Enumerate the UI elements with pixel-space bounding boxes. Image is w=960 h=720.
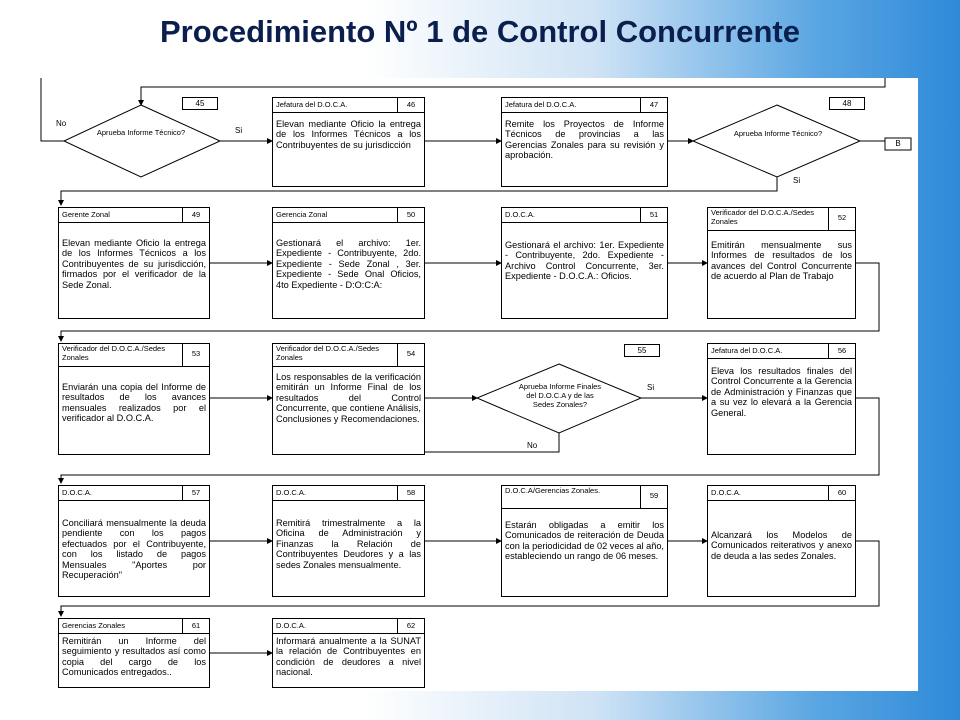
- box-header: Verificador del D.O.C.A./Sedes Zonales 54: [273, 344, 424, 367]
- decision-45-text: Aprueba Informe Técnico?: [96, 128, 186, 137]
- box-header: D.O.C.A. 60: [708, 486, 855, 501]
- box-text: Alcanzará los Modelos de Comunicados reiterativos y anexo de deuda a las sedes Zonales.: [711, 530, 852, 561]
- box-text: Eleva los resultados finales del Control Concurrente a la Gerencia de Administración y Finanzas que a su vez lo elevará a la Gerencia General.: [711, 366, 852, 418]
- box-text: Enviarán una copia del Informe de resultados de los avances mensuales realizados por el verificador al D.O.C.A.: [62, 382, 206, 424]
- box-text: Remite los Proyectos de Informe Técnicos de provincias a las Gerencias Zonales para su revisión y aprobación.: [505, 119, 664, 161]
- page-title: Procedimiento Nº 1 de Control Concurrente: [159, 14, 800, 49]
- process-box-54: [272, 343, 425, 455]
- box-header: Verificador del D.O.C.A./Sedes Zonales 53: [59, 344, 209, 367]
- decision-55-text: Aprueba Informe Finales del D.O.C.A y de las Sedes Zonales?: [518, 382, 602, 409]
- process-box-60: [707, 485, 856, 597]
- box-header: Gerente Zonal 49: [59, 208, 209, 223]
- connector-line: [41, 78, 67, 141]
- label-yes: Si: [647, 383, 655, 392]
- process-box-46: [272, 97, 425, 187]
- box-header: Verificador del D.O.C.A./Sedes Zonales 52: [708, 208, 855, 231]
- box-header: Gerencia Zonal 50: [273, 208, 424, 223]
- process-box-50: [272, 207, 425, 319]
- process-box-52: [707, 207, 856, 319]
- box-header: Jefatura del D.O.C.A. 56: [708, 344, 855, 359]
- process-box-51: [501, 207, 668, 319]
- box-header: D.O.C.A/Gerencias Zonales. 59: [502, 486, 667, 509]
- connector-b-label: B: [895, 139, 901, 148]
- box-text: Remitirán un Informe del seguimiento y resultados así como copia del cargo de los Comunicados entregados..: [62, 636, 206, 678]
- process-box-49: [58, 207, 210, 319]
- box-header: D.O.C.A. 57: [59, 486, 209, 501]
- box-text: Estarán obligadas a emitir los Comunicados de reiteración de Deuda con la periodicidad de 02 veces al año, estableciendo un rango de 06 meses.: [505, 520, 664, 562]
- process-box-62: [272, 618, 425, 688]
- box-text: Remitirá trimestralmente a la Oficina de Administración y Finanzas la Relación de Contribuyentes Deudores y a las sedes Zonales mensualmente.: [276, 518, 421, 570]
- box-header: D.O.C.A. 62: [273, 619, 424, 634]
- process-box-58: [272, 485, 425, 597]
- box-header: Jefatura del D.O.C.A. 47: [502, 98, 667, 113]
- box-text: Los responsables de la verificación emitirán un Informe Final de los resultados del Control Concurrente, que contiene Análisis, Conclusiones y Recomendaciones.: [276, 372, 421, 424]
- box-text: Gestionará el archivo: 1er. Expediente - Contribuyente, 2do. Expediente - Archivo Control Concurrente, 3er. Expediente - D.O.C.A.: Oficios.: [505, 240, 664, 282]
- process-box-61: [58, 618, 210, 688]
- process-box-59: [501, 485, 668, 597]
- process-box-47: [501, 97, 668, 187]
- label-no: No: [527, 441, 538, 450]
- box-header: D.O.C.A. 58: [273, 486, 424, 501]
- decision-48-number: 48: [829, 97, 865, 110]
- decision-45-number: 45: [182, 97, 218, 110]
- box-text: Elevan mediante Oficio la entrega de los Informes Técnicos a los Contribuyentes de su jurisdicción, firmados por el verificador de la Sede Zonal.: [62, 238, 206, 290]
- box-header: Gerencias Zonales 61: [59, 619, 209, 634]
- box-header: Jefatura del D.O.C.A. 46: [273, 98, 424, 113]
- box-text: Informará anualmente a la SUNAT la relación de Contribuyentes en condición de deudores a nivel nacional.: [276, 636, 421, 678]
- box-text: Conciliará mensualmente la deuda pendiente con los pagos efectuados por el Contribuyente, con los listado de pagos Mensuales "Aportes por Recuperación": [62, 518, 206, 581]
- label-no: No: [56, 119, 67, 128]
- box-text: Elevan mediante Oficio la entrega de los Informes Técnicos a los Contribuyentes de su jurisdicción: [276, 119, 421, 150]
- process-box-57: [58, 485, 210, 597]
- process-box-56: [707, 343, 856, 455]
- decision-48-text: Aprueba Informe Técnico?: [733, 129, 823, 138]
- box-text: Emitirán mensualmente sus Informes de resultados de los avances del Control Concurrente de acuerdo al Plan de Trabajo: [711, 240, 852, 282]
- box-text: Gestionará el archivo: 1er. Expediente - Contribuyente, 2do. Expediente - Sede Zonal , 3er. Expediente - Sede Onal Oficios, 4to Expediente - D:O:C:A:: [276, 238, 421, 290]
- label-yes: Si: [793, 176, 801, 185]
- decision-55-number: 55: [624, 344, 660, 357]
- label-yes: Si: [235, 126, 243, 135]
- flowchart: [34, 78, 918, 691]
- decision-diamond: [64, 105, 220, 177]
- box-header: D.O.C.A. 51: [502, 208, 667, 223]
- process-box-53: [58, 343, 210, 455]
- decision-diamond: [693, 105, 860, 177]
